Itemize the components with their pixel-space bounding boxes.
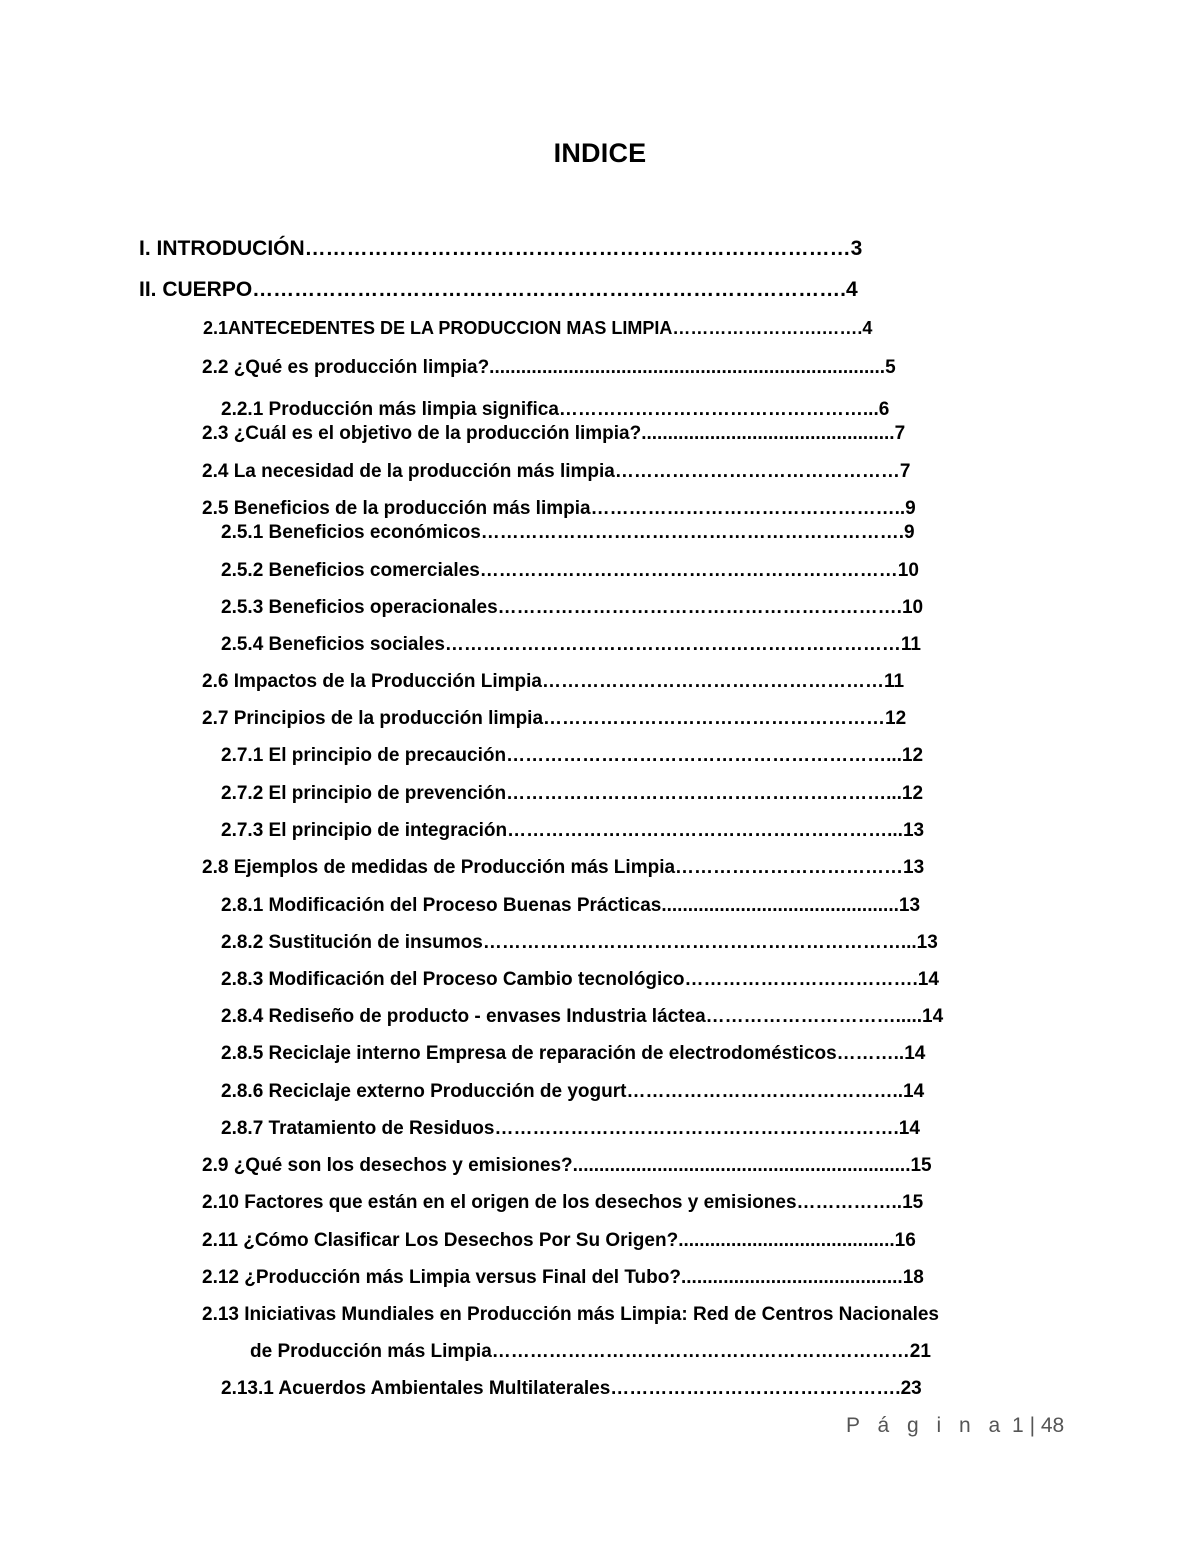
page-number: 1 [1012,1414,1024,1437]
toc-entry-2-5-4: 2.5.4 Beneficios sociales………………………………………………………………11 [221,634,921,655]
toc-entry-2-6: 2.6 Impactos de la Producción Limpia………………………………………………11 [202,671,905,692]
toc-entry-2-5-3: 2.5.3 Beneficios operacionales……………………………………………………….10 [221,597,924,618]
toc-entry-2-13-1: 2.13.1 Acuerdos Ambientales Multilaterales……………………………………….23 [221,1378,922,1399]
toc-entry-2-2: 2.2 ¿Qué es producción limpia?...........................................................................5 [202,357,896,378]
toc-entry-2-7: 2.7 Principios de la producción limpia………………………………………………12 [202,708,907,729]
toc-entry-2-5: 2.5 Beneficios de la producción más limpia…………………………………………..9 [202,498,916,519]
toc-entry-2-4: 2.4 La necesidad de la producción más limpia………………………………………7 [202,461,911,482]
page-total: 48 [1040,1414,1065,1437]
toc-entry-2-11: 2.11 ¿Cómo Clasificar Los Desechos Por Su Origen?.........................................16 [202,1230,916,1251]
toc-entry-2-8-7: 2.8.7 Tratamiento de Residuos……………………………………………………….14 [221,1118,920,1139]
toc-entry-2-7-1: 2.7.1 El principio de precaución……………………………………………………...12 [221,745,924,766]
toc-entry-2-8-2: 2.8.2 Sustitución de insumos…………………………………………………………...13 [221,932,938,953]
toc-entry-2-8-5: 2.8.5 Reciclaje interno Empresa de reparación de electrodomésticos………..14 [221,1043,926,1064]
toc-entry-2-3: 2.3 ¿Cuál es el objetivo de la producción limpia?................................................7 [202,423,906,444]
toc-entry-2-5-2: 2.5.2 Beneficios comerciales…………………………………………………………10 [221,560,919,581]
toc-entry-2-8-4: 2.8.4 Rediseño de producto - envases Industria láctea………………………….....14 [221,1006,944,1027]
toc-entry-introduccion: I. INTRODUCIÓN……………………………………………………………………3 [139,237,863,260]
toc-entry-2-2-1: 2.2.1 Producción más limpia significa…………………………………………...6 [221,399,890,420]
toc-entry-2-8-6: 2.8.6 Reciclaje externo Producción de yogurt……………………………………..14 [221,1081,925,1102]
toc-entry-2-7-2: 2.7.2 El principio de prevención……………………………………………………...12 [221,783,924,804]
toc-entry-2-5-1: 2.5.1 Beneficios económicos………………………………………………………….9 [221,522,915,543]
toc-entry-2-12: 2.12 ¿Producción más Limpia versus Final del Tubo?..........................................18 [202,1267,924,1288]
toc-entry-2-1: 2.1ANTECEDENTES DE LA PRODUCCION MAS LIMPIA…………………….…….4 [203,318,873,338]
toc-entry-cuerpo: II. CUERPO………………………………………………………………………….4 [139,278,858,301]
toc-entry-2-7-3: 2.7.3 El principio de integración……………………………………………………...13 [221,820,925,841]
toc-entry-2-13-continued: de Producción más Limpia…………………………………………………………21 [250,1341,931,1362]
toc-entry-2-8-3: 2.8.3 Modificación del Proceso Cambio tecnológico……………………………….14 [221,969,939,990]
page-footer [846,1414,1064,1438]
toc-entry-2-8-1: 2.8.1 Modificación del Proceso Buenas Prácticas.............................................13 [221,895,921,916]
toc-entry-2-10: 2.10 Factores que están en el origen de los desechos y emisiones……………..15 [202,1192,924,1213]
toc-entry-2-8: 2.8 Ejemplos de medidas de Producción más Limpia………………………………13 [202,857,925,878]
page-label: P á g i n a [846,1414,1007,1437]
toc-entry-2-9: 2.9 ¿Qué son los desechos y emisiones?................................................................15 [202,1155,932,1176]
page-title: INDICE [553,138,647,168]
page-separator: | [1029,1414,1036,1437]
toc-entry-2-13: 2.13 Iniciativas Mundiales en Producción más Limpia: Red de Centros Nacionales [202,1304,940,1325]
